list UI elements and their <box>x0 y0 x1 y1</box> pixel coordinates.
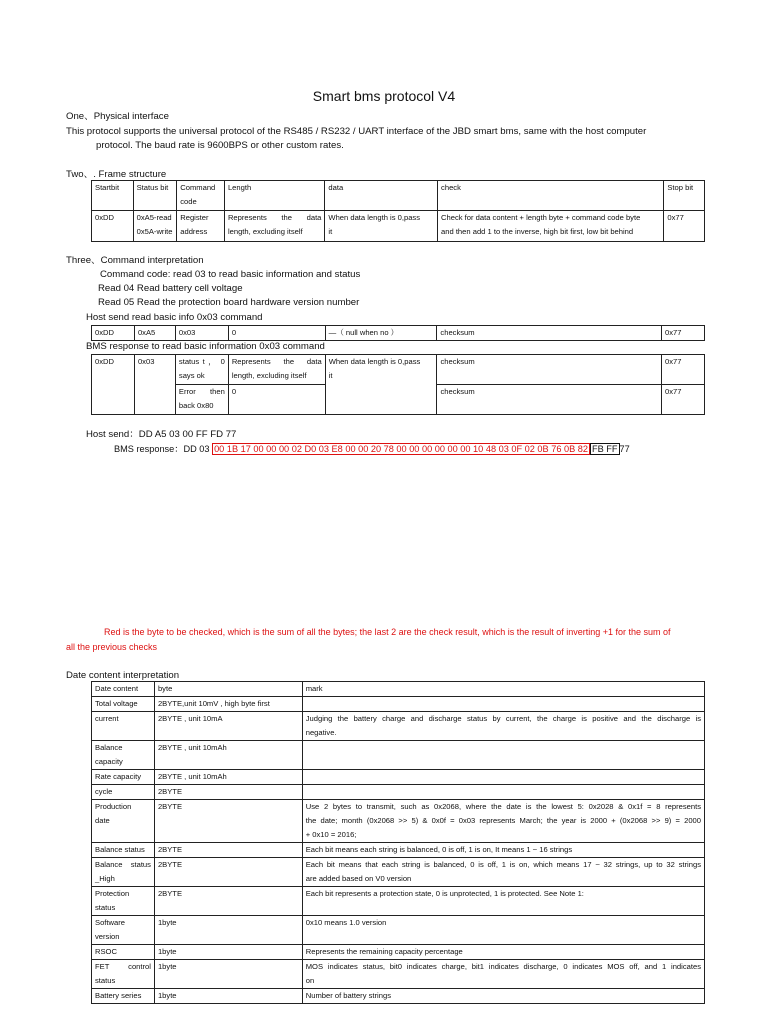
date-content-name <box>92 945 155 960</box>
check-line1: Check for data content + length byte + command code byte <box>441 213 641 222</box>
frame-cell: 0x77 <box>664 211 705 242</box>
date-content-name-line: Rate capacity <box>95 772 142 781</box>
frame-structure-table <box>91 180 705 242</box>
date-content-mark <box>302 887 704 916</box>
date-content-name-line: _High <box>95 874 115 883</box>
date-content-heading: Date content interpretation <box>66 670 180 681</box>
date-content-mark-line: negative. <box>305 728 337 737</box>
date-content-header-cell: mark <box>302 682 704 697</box>
date-content-byte <box>154 916 302 945</box>
date-content-name-line: cycle <box>95 787 113 796</box>
checked-bytes: 00 1B 17 00 00 00 02 D0 03 E8 00 00 20 78 00 00 00 00 00 00 10 48 03 0F 02 0B 76 0B 82 <box>214 444 588 454</box>
cmd-header-1: Command <box>180 183 216 192</box>
date-content-mark <box>302 960 704 989</box>
date-content-mark-line: Use 2 bytes to transmit, such as 0x2068, where the date is the lowest 5: 0x2028 & 0x1f = 8 represents <box>305 802 701 811</box>
bms-cell <box>325 355 437 415</box>
date-content-byte-line: 2BYTE,unit 10mV , high byte first <box>157 699 270 708</box>
date-content-row <box>92 887 705 916</box>
bms-cell <box>175 355 228 385</box>
date-content-byte-line: 2BYTE <box>157 787 183 796</box>
date-content-mark-line: + 0x10 = 2016; <box>305 830 357 839</box>
date-content-row <box>92 800 705 843</box>
date-content-name <box>92 785 155 800</box>
len-line1: Represents the data <box>231 357 322 366</box>
date-content-byte-line: 2BYTE <box>157 889 183 898</box>
section-frame-heading: Two、. Frame structure <box>66 169 167 180</box>
date-content-mark-line: Each bit means each string is balanced, 0 is off, 1 is on, It means 1 ~ 16 strings <box>305 845 573 854</box>
date-content-byte <box>154 843 302 858</box>
date-content-header-cell: Date content <box>92 682 155 697</box>
bms-cell: 0x77 <box>662 385 705 415</box>
note-line1: Red is the byte to be checked, which is the sum of all the bytes; the last 2 are the check result, which is the result of inverting +1 for the sum of <box>104 627 671 637</box>
len-line1: Represents the data <box>227 213 322 222</box>
date-content-mark-line: Represents the remaining capacity percentage <box>305 947 463 956</box>
date-content-row <box>92 960 705 989</box>
frame-cell <box>438 211 664 242</box>
date-content-mark-line: Judging the battery charge and discharge status by current, the charge is positive and the discharge is <box>305 714 701 723</box>
date-content-name <box>92 770 155 785</box>
date-content-mark <box>302 770 704 785</box>
host-send-table <box>91 325 705 341</box>
note-line2: all the previous checks <box>66 642 158 652</box>
len-line2: length, excluding itself <box>227 227 303 236</box>
frame-header-cell: data <box>325 181 438 211</box>
date-content-byte-line: 1byte <box>157 918 177 927</box>
frame-header-row <box>92 181 705 211</box>
date-content-name-line: status <box>95 976 116 985</box>
frame-cell <box>133 211 177 242</box>
page-title: Smart bms protocol V4 <box>312 88 456 104</box>
cmd-header-2: code <box>180 197 197 206</box>
bms-response-example <box>114 442 630 456</box>
cmd-register: Register <box>180 213 209 222</box>
date-content-mark-line: Each bit represents a protection state, 0 is unprotected, 1 is protected. See Note 1: <box>305 889 584 898</box>
date-content-mark <box>302 741 704 770</box>
frame-header-cell: check <box>438 181 664 211</box>
date-content-name-line: Balance status <box>95 860 151 869</box>
status-line2: says ok <box>178 371 205 380</box>
host-cell: 0x77 <box>662 326 705 341</box>
date-content-name-line: Battery series <box>95 991 142 1000</box>
host-cell: 0xDD <box>92 326 135 341</box>
bms-cell <box>228 355 325 385</box>
date-content-row <box>92 989 705 1004</box>
frame-cell <box>177 211 225 242</box>
data-line1: When data length is 0,pass <box>328 213 421 222</box>
bms-cell: checksum <box>437 385 662 415</box>
date-content-byte <box>154 960 302 989</box>
status-line1: status t ， 0 <box>178 357 225 366</box>
frame-header-cell: Status bit <box>133 181 177 211</box>
host-send-row <box>92 326 705 341</box>
date-content-mark <box>302 945 704 960</box>
date-content-name-line: Software <box>95 918 125 927</box>
command-line-3: Read 05 Read the protection board hardware version number <box>98 297 360 308</box>
check-line2: and then add 1 to the inverse, high bit first, low bit behind <box>441 227 634 236</box>
date-content-row <box>92 741 705 770</box>
date-content-row <box>92 843 705 858</box>
date-content-name-line: RSOC <box>95 947 117 956</box>
date-content-byte-line: 1byte <box>157 962 177 971</box>
date-content-name <box>92 887 155 916</box>
date-content-mark-line: Number of battery strings <box>305 991 391 1000</box>
date-content-mark-line: are added based on V0 version <box>305 874 412 883</box>
date-content-name-line: Protection <box>95 889 130 898</box>
date-content-mark <box>302 858 704 887</box>
frame-data-row <box>92 211 705 242</box>
date-content-name <box>92 858 155 887</box>
date-content-byte <box>154 945 302 960</box>
date-content-name <box>92 712 155 741</box>
error-line2: back 0x80 <box>178 401 214 410</box>
error-line1: Error then <box>178 387 225 396</box>
date-content-mark <box>302 800 704 843</box>
status-write: 0x5A-write <box>136 227 173 236</box>
date-content-mark <box>302 697 704 712</box>
date-content-mark-line: the date; month (0x2068 >> 5) & 0x0f = 0x03 represents March; the year is 2000 + (0x2068 >> 9) = 2000 <box>305 816 701 825</box>
stop-byte: 77 <box>619 444 630 454</box>
date-content-name-line: capacity <box>95 757 123 766</box>
section-physical-line2: protocol. The baud rate is 9600BPS or other custom rates. <box>96 140 344 151</box>
date-content-mark <box>302 712 704 741</box>
bms-cell: 0xDD <box>92 355 135 415</box>
date-content-byte-line: 2BYTE <box>157 845 183 854</box>
date-content-byte-line: 2BYTE <box>157 860 183 869</box>
date-content-byte <box>154 741 302 770</box>
check-result: FB FF <box>592 444 618 454</box>
date-content-mark-line: MOS indicates status, bit0 indicates charge, bit1 indicates discharge, 0 indicates MOS off, and 1 indicates <box>305 962 701 971</box>
bms-response-table <box>91 354 705 415</box>
frame-cell <box>325 211 438 242</box>
date-content-header-row <box>92 682 705 697</box>
date-content-name <box>92 916 155 945</box>
data-line2: it <box>328 371 333 380</box>
date-content-mark <box>302 785 704 800</box>
date-content-row <box>92 712 705 741</box>
date-content-name-line: date <box>95 816 110 825</box>
date-content-name-line: Total voltage <box>95 699 138 708</box>
date-content-byte <box>154 697 302 712</box>
command-line-2: Read 04 Read battery cell voltage <box>98 283 243 294</box>
date-content-row <box>92 785 705 800</box>
date-content-byte-line: 1byte <box>157 991 177 1000</box>
date-content-byte <box>154 770 302 785</box>
date-content-name-line: current <box>95 714 119 723</box>
bms-cell: 0x03 <box>134 355 175 415</box>
date-content-row <box>92 945 705 960</box>
date-content-name-line: version <box>95 932 120 941</box>
section-physical-line1: This protocol supports the universal protocol of the RS485 / RS232 / UART interface of the JBD smart bms, same with the host computer <box>66 126 647 137</box>
cmd-address: address <box>180 227 208 236</box>
host-send-example: Host send：DD A5 03 00 FF FD 77 <box>86 429 237 440</box>
date-content-byte <box>154 800 302 843</box>
frame-cell <box>224 211 324 242</box>
frame-cell: 0xDD <box>92 211 134 242</box>
date-content-byte <box>154 887 302 916</box>
date-content-mark <box>302 843 704 858</box>
date-content-byte-line: 2BYTE , unit 10mAh <box>157 772 227 781</box>
status-read: 0xA5-read <box>136 213 172 222</box>
bms-cell: checksum <box>437 355 662 385</box>
date-content-row <box>92 770 705 785</box>
date-content-name-line: status <box>95 903 116 912</box>
date-content-name-line: Balance <box>95 743 123 752</box>
host-cell: 0xA5 <box>134 326 175 341</box>
date-content-byte-line: 2BYTE , unit 10mA <box>157 714 223 723</box>
date-content-byte <box>154 989 302 1004</box>
section-command-heading: Three、Command interpretation <box>66 255 204 266</box>
date-content-row <box>92 697 705 712</box>
date-content-header-cell: byte <box>154 682 302 697</box>
date-content-byte-line: 1byte <box>157 947 177 956</box>
date-content-byte-line: 2BYTE , unit 10mAh <box>157 743 227 752</box>
date-content-byte <box>154 785 302 800</box>
date-content-row <box>92 916 705 945</box>
date-content-name <box>92 843 155 858</box>
date-content-name-line: Production <box>95 802 132 811</box>
date-content-name-line: FET control <box>95 962 151 971</box>
bms-cell: 0 <box>228 385 325 415</box>
frame-header-cell: Stop bit <box>664 181 705 211</box>
date-content-table <box>91 681 705 1004</box>
date-content-name <box>92 960 155 989</box>
bms-cell: 0x77 <box>662 355 705 385</box>
date-content-byte <box>154 712 302 741</box>
bms-prefix: BMS response：DD 03 <box>114 444 210 454</box>
date-content-byte-line: 2BYTE <box>157 802 183 811</box>
date-content-name <box>92 697 155 712</box>
host-cell: —（ null when no ） <box>325 326 437 341</box>
bms-cell <box>175 385 228 415</box>
date-content-mark <box>302 916 704 945</box>
date-content-mark-line: on <box>305 976 315 985</box>
date-content-mark-line: Each bit means that each string is balanced, 0 is off, 1 is on, which means 17 ~ 32 strings, up to 32 strings <box>305 860 701 869</box>
frame-header-cell: Startbit <box>92 181 134 211</box>
host-cell: checksum <box>437 326 662 341</box>
frame-header-cell <box>177 181 225 211</box>
frame-header-cell: Length <box>224 181 324 211</box>
date-content-name <box>92 741 155 770</box>
host-cell: 0 <box>228 326 325 341</box>
bms-row-1 <box>92 355 705 385</box>
host-send-label: Host send read basic info 0x03 command <box>86 312 263 323</box>
date-content-byte <box>154 858 302 887</box>
len-line2: length, excluding itself <box>231 371 307 380</box>
date-content-mark-line: 0x10 means 1.0 version <box>305 918 387 927</box>
date-content-name <box>92 989 155 1004</box>
date-content-row <box>92 858 705 887</box>
section-physical-heading: One、Physical interface <box>66 111 169 122</box>
bms-response-label: BMS response to read basic information 0x03 command <box>86 341 325 352</box>
date-content-name-line: Balance status <box>95 845 145 854</box>
host-cell: 0x03 <box>175 326 228 341</box>
data-line2: it <box>328 227 333 236</box>
command-line-1: Command code: read 03 to read basic information and status <box>100 269 361 280</box>
date-content-name <box>92 800 155 843</box>
data-line1: When data length is 0,pass <box>328 357 421 366</box>
date-content-mark <box>302 989 704 1004</box>
